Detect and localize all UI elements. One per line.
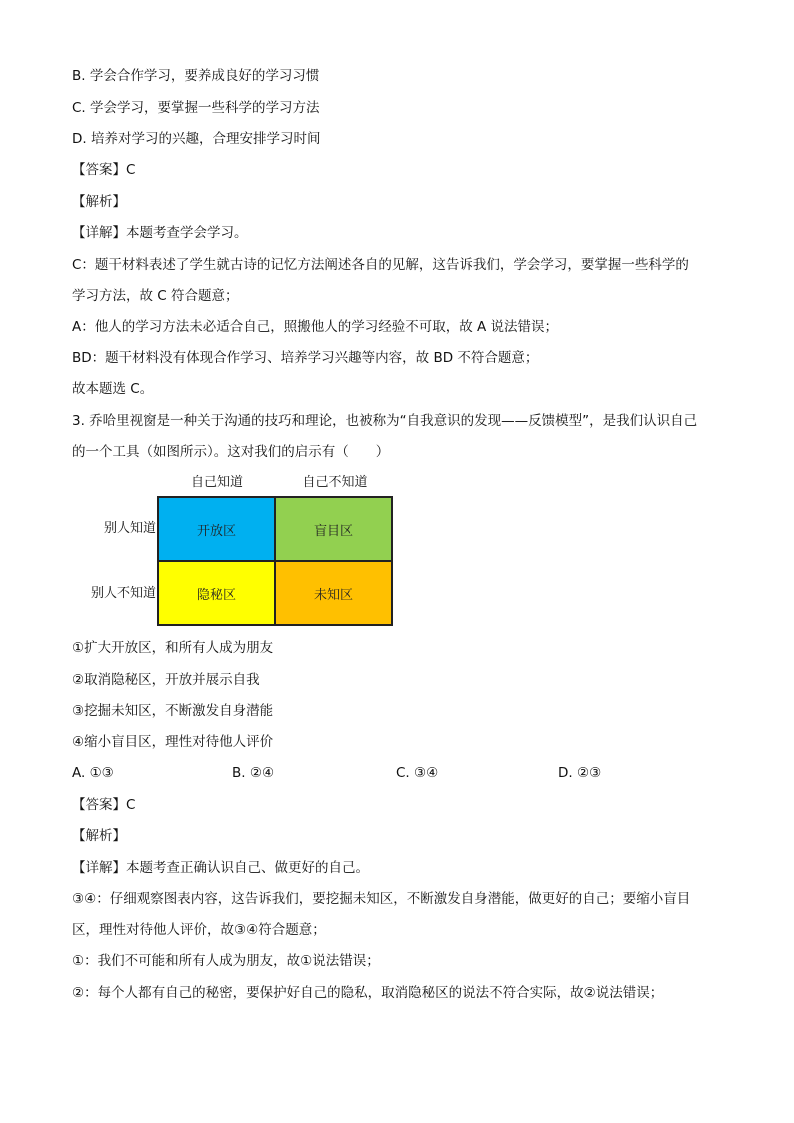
choice-c: C. ③④ xyxy=(396,765,439,781)
johari-window-figure xyxy=(72,473,402,633)
explanation-line: ①：我们不可能和所有人成为朋友，故①说法错误； xyxy=(72,953,380,969)
statement-1: ①扩大开放区，和所有人成为朋友 xyxy=(72,640,274,656)
analysis-label: 【解析】 xyxy=(72,194,126,210)
explanation-line: 学习方法，故 C 符合题意； xyxy=(72,288,239,304)
explanation-line: ②：每个人都有自己的秘密，要保护好自己的隐私，取消隐秘区的说法不符合实际，故②说法错误； xyxy=(72,985,664,1001)
explanation-line: BD：题干材料没有体现合作学习、培养学习兴趣等内容，故 BD 不符合题意； xyxy=(72,350,539,366)
answer-label: 【答案】C xyxy=(72,797,136,813)
open-area: 开放区 xyxy=(158,497,275,561)
explanation-line: ③④：仔细观察图表内容，这告诉我们，要挖掘未知区，不断激发自身潜能，做更好的自己；要缩小盲目 xyxy=(72,891,691,907)
explanation-line: 区，理性对待他人评价，故③④符合题意； xyxy=(72,922,326,938)
statement-4: ④缩小盲目区，理性对待他人评价 xyxy=(72,734,274,750)
conclusion-line: 故本题选 C。 xyxy=(72,381,154,397)
row-header-others-unknown: 别人不知道 xyxy=(90,586,156,601)
explanation-line: C：题干材料表述了学生就古诗的记忆方法阐述各自的见解，这告诉我们，学会学习，要掌握一些科学的 xyxy=(72,257,689,273)
statement-2: ②取消隐秘区，开放并展示自我 xyxy=(72,672,260,688)
hidden-area: 隐秘区 xyxy=(158,561,275,625)
johari-grid xyxy=(157,496,393,626)
option-d-text: D. 培养对学习的兴趣，合理安排学习时间 xyxy=(72,131,321,147)
statement-3: ③挖掘未知区，不断激发自身潜能 xyxy=(72,703,274,719)
unknown-area: 未知区 xyxy=(275,561,392,625)
choice-d: D. ②③ xyxy=(558,765,602,781)
row-header-others-known: 别人知道 xyxy=(103,521,156,536)
choice-b: B. ②④ xyxy=(232,765,275,781)
answer-label: 【答案】C xyxy=(72,162,136,178)
option-c-text: C. 学会学习，要掌握一些科学的学习方法 xyxy=(72,100,320,116)
detail-label: 【详解】本题考查学会学习。 xyxy=(72,225,248,241)
choice-a: A. ①③ xyxy=(72,765,114,781)
blind-area: 盲目区 xyxy=(275,497,392,561)
question-3-text: 的一个工具（如图所示）。这对我们的启示有（ ） xyxy=(72,444,390,460)
explanation-line: A：他人的学习方法未必适合自己，照搬他人的学习经验不可取，故 A 说法错误； xyxy=(72,319,559,335)
analysis-label: 【解析】 xyxy=(72,828,126,844)
col-header-self-known: 自己知道 xyxy=(190,475,243,490)
option-b-text: B. 学会合作学习，要养成良好的学习习惯 xyxy=(72,68,320,84)
question-3-text: 3. 乔哈里视窗是一种关于沟通的技巧和理论，也被称为“自我意识的发现——反馈模型”，是我们认识自己 xyxy=(72,413,698,429)
detail-label: 【详解】本题考查正确认识自己、做更好的自己。 xyxy=(72,860,369,876)
col-header-self-unknown: 自己不知道 xyxy=(302,475,368,490)
